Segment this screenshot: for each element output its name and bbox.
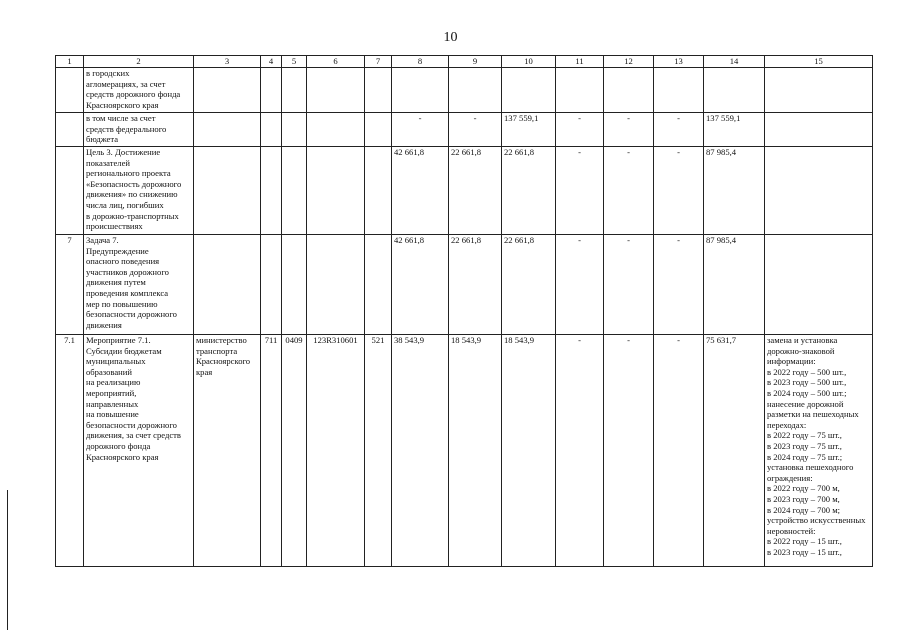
code-cell — [365, 113, 392, 147]
code-cell — [282, 68, 307, 113]
executor-cell — [194, 68, 261, 113]
amount-cell: 137 559,1 — [502, 113, 556, 147]
description-cell: Задача 7. Предупреждение опасного поведения участников дорожного движения путем проведения комплекса мер по повышению безопасности дорожного движения — [84, 235, 194, 335]
margin-line — [7, 490, 8, 630]
code-cell — [365, 147, 392, 235]
code-cell — [307, 147, 365, 235]
code-cell — [261, 147, 282, 235]
code-cell — [261, 235, 282, 335]
executor-cell — [194, 235, 261, 335]
total-cell: 75 631,7 — [704, 335, 765, 567]
amount-cell: 22 661,8 — [502, 235, 556, 335]
code-cell — [261, 68, 282, 113]
amount-cell — [502, 68, 556, 113]
amount-cell: 42 661,8 — [392, 235, 449, 335]
column-header: 10 — [502, 56, 556, 68]
code-cell — [282, 147, 307, 235]
table-row — [56, 113, 873, 147]
code-cell: 521 — [365, 335, 392, 567]
amount-cell: 38 543,9 — [392, 335, 449, 567]
code-cell — [261, 113, 282, 147]
amount-cell: - — [604, 235, 654, 335]
column-header: 6 — [307, 56, 365, 68]
row-number-cell: 7 — [56, 235, 84, 335]
code-cell: 123R310601 — [307, 335, 365, 567]
column-header: 2 — [84, 56, 194, 68]
result-cell — [765, 113, 873, 147]
column-header: 3 — [194, 56, 261, 68]
amount-cell: - — [604, 147, 654, 235]
column-header: 15 — [765, 56, 873, 68]
amount-cell: 22 661,8 — [449, 147, 502, 235]
column-header: 1 — [56, 56, 84, 68]
executor-cell — [194, 147, 261, 235]
column-header: 12 — [604, 56, 654, 68]
result-cell: замена и установка дорожно-знаковой информации: в 2022 году – 500 шт., в 2023 году – 500 шт., в 2024 году – 500 шт.; нанесение дорожной разметки на пешеходных переходах: в 2022 году – 75 шт., в 2023 году – 75 шт., в 2024 году – 75 шт.; установка пешеходного ограждения: в 2022 году – 700 м, в 2023 году – 700 м, в 2024 году – 700 м; устройство искусственных неровностей: в 2022 году – 15 шт., в 2023 году – 15 шт., — [765, 335, 873, 567]
row-number-cell — [56, 68, 84, 113]
column-header: 9 — [449, 56, 502, 68]
column-header: 5 — [282, 56, 307, 68]
code-cell: 0409 — [282, 335, 307, 567]
column-header: 13 — [654, 56, 704, 68]
column-header: 11 — [556, 56, 604, 68]
amount-cell: - — [556, 147, 604, 235]
column-header: 4 — [261, 56, 282, 68]
amount-cell: - — [604, 335, 654, 567]
amount-cell: 42 661,8 — [392, 147, 449, 235]
total-cell: 137 559,1 — [704, 113, 765, 147]
amount-cell: - — [449, 113, 502, 147]
row-number-cell — [56, 113, 84, 147]
result-cell — [765, 68, 873, 113]
table-row — [56, 235, 873, 335]
amount-cell — [654, 68, 704, 113]
total-cell: 87 985,4 — [704, 235, 765, 335]
description-cell: Мероприятие 7.1. Субсидии бюджетам муниципальных образований на реализацию мероприятий, направленных на повышение безопасности дорожного движения, за счет средств дорожного фонда Красноярского края — [84, 335, 194, 567]
amount-cell: - — [604, 113, 654, 147]
executor-cell: министерство транспорта Красноярского края — [194, 335, 261, 567]
amount-cell — [604, 68, 654, 113]
amount-cell: - — [556, 235, 604, 335]
code-cell — [365, 235, 392, 335]
budget-table — [55, 55, 873, 567]
result-cell — [765, 147, 873, 235]
total-cell — [704, 68, 765, 113]
executor-cell — [194, 113, 261, 147]
amount-cell: 18 543,9 — [449, 335, 502, 567]
description-cell: в городских агломерациях, за счет средств дорожного фонда Красноярского края — [84, 68, 194, 113]
header-row — [56, 56, 873, 68]
row-number-cell — [56, 147, 84, 235]
total-cell: 87 985,4 — [704, 147, 765, 235]
code-cell: 711 — [261, 335, 282, 567]
row-number-cell: 7.1 — [56, 335, 84, 567]
code-cell — [307, 68, 365, 113]
amount-cell: 18 543,9 — [502, 335, 556, 567]
amount-cell: 22 661,8 — [449, 235, 502, 335]
result-cell — [765, 235, 873, 335]
table-row — [56, 335, 873, 567]
amount-cell: - — [654, 113, 704, 147]
code-cell — [307, 113, 365, 147]
amount-cell: - — [556, 113, 604, 147]
amount-cell: - — [556, 335, 604, 567]
column-header: 7 — [365, 56, 392, 68]
amount-cell — [392, 68, 449, 113]
amount-cell: - — [654, 335, 704, 567]
amount-cell: - — [392, 113, 449, 147]
column-header: 8 — [392, 56, 449, 68]
code-cell — [282, 235, 307, 335]
code-cell — [307, 235, 365, 335]
description-cell: Цель 3. Достижение показателей регионального проекта «Безопасность дорожного движения» по снижению числа лиц, погибших в дорожно-транспортных происшествиях — [84, 147, 194, 235]
amount-cell: - — [654, 147, 704, 235]
page-number: 10 — [443, 30, 458, 45]
table-row — [56, 147, 873, 235]
column-header: 14 — [704, 56, 765, 68]
amount-cell — [556, 68, 604, 113]
code-cell — [282, 113, 307, 147]
amount-cell: 22 661,8 — [502, 147, 556, 235]
amount-cell — [449, 68, 502, 113]
code-cell — [365, 68, 392, 113]
amount-cell: - — [654, 235, 704, 335]
description-cell: в том числе за счет средств федерального бюджета — [84, 113, 194, 147]
table-row — [56, 68, 873, 113]
